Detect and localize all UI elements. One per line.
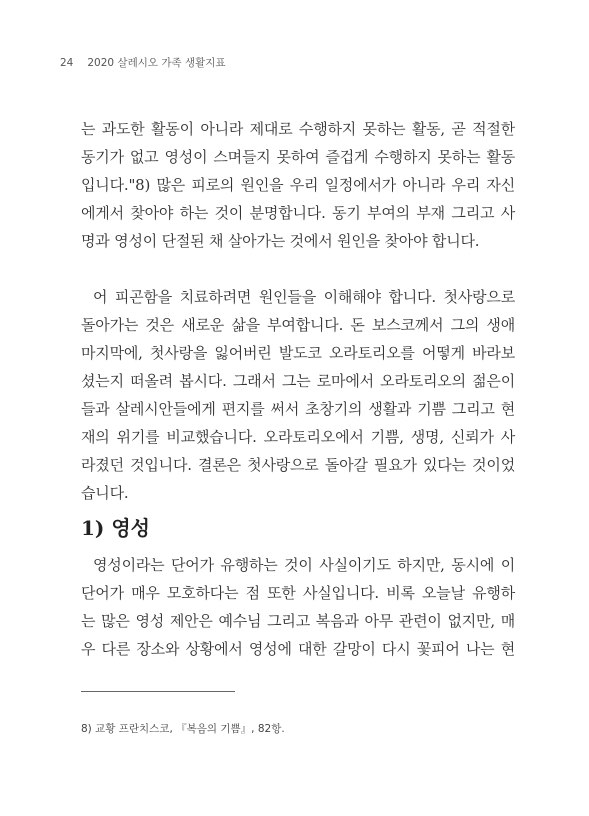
body-text-line: 어 피곤함을 치료하려면 원인들을 이해해야 합니다. 첫사랑으로 — [93, 288, 515, 306]
page-number: 24 — [60, 57, 74, 69]
body-text-line: 돌아가는 것은 새로운 삶을 부여합니다. 돈 보스코께서 그의 생애 — [81, 316, 515, 334]
body-text-line: 마지막에, 첫사랑을 잃어버린 발도코 오라토리오를 어떻게 바라보 — [81, 344, 515, 362]
running-head — [60, 55, 226, 70]
footnote-divider — [81, 691, 235, 692]
body-text-line: 재의 위기를 비교했습니다. 오라토리오에서 기쁨, 생명, 신뢰가 사 — [81, 428, 515, 446]
body-text-line: 동기가 없고 영성이 스며들지 못하여 즐겁게 수행하지 못하는 활동 — [81, 148, 515, 166]
body-text-line: 우 다른 장소와 상황에서 영성에 대한 갈망이 다시 꽃피어 나는 현 — [81, 640, 515, 658]
body-text-line: 들과 살레시안들에게 편지를 써서 초창기의 생활과 기쁨 그리고 현 — [81, 400, 515, 418]
body-text-line: 라졌던 것입니다. 결론은 첫사랑으로 돌아갈 필요가 있다는 것이었 — [81, 456, 515, 474]
body-text-line: 습니다. — [81, 484, 129, 502]
footnote-reference: "8) 많은 피로의 원인을 우리 일정에서가 아니라 우리 자신 — [128, 176, 515, 194]
body-text-line: 영성이라는 단어가 유행하는 것이 사실이기도 하지만, 동시에 이 — [93, 556, 515, 574]
body-text-line: 단어가 매우 모호하다는 점 또한 사실입니다. 비록 오늘날 유행하 — [81, 584, 515, 602]
body-text-line: 에게서 찾아야 하는 것이 분명합니다. 동기 부여의 부재 그리고 사 — [81, 204, 515, 222]
footnote: 8) 교황 프란치스코, 『복음의 기쁨』, 82항. — [81, 723, 285, 735]
body-text-line: 는 많은 영성 제안은 예수님 그리고 복음과 아무 관련이 없지만, 매 — [81, 612, 515, 630]
section-heading: 1) 영성 — [81, 516, 150, 540]
book-title: 2020 살레시오 가족 생활지표 — [87, 57, 226, 69]
body-text-fragment: 입니다. — [81, 176, 129, 194]
body-text-line: 명과 영성이 단절된 채 살아가는 것에서 원인을 찾아야 합니다. — [81, 232, 480, 250]
body-text-line: 는 과도한 활동이 아니라 제대로 수행하지 못하는 활동, 곧 적절한 — [81, 120, 515, 138]
body-text-line: 셨는지 떠올려 봅시다. 그래서 그는 로마에서 오라토리오의 젊은이 — [81, 372, 515, 390]
body-text-line — [81, 175, 515, 195]
